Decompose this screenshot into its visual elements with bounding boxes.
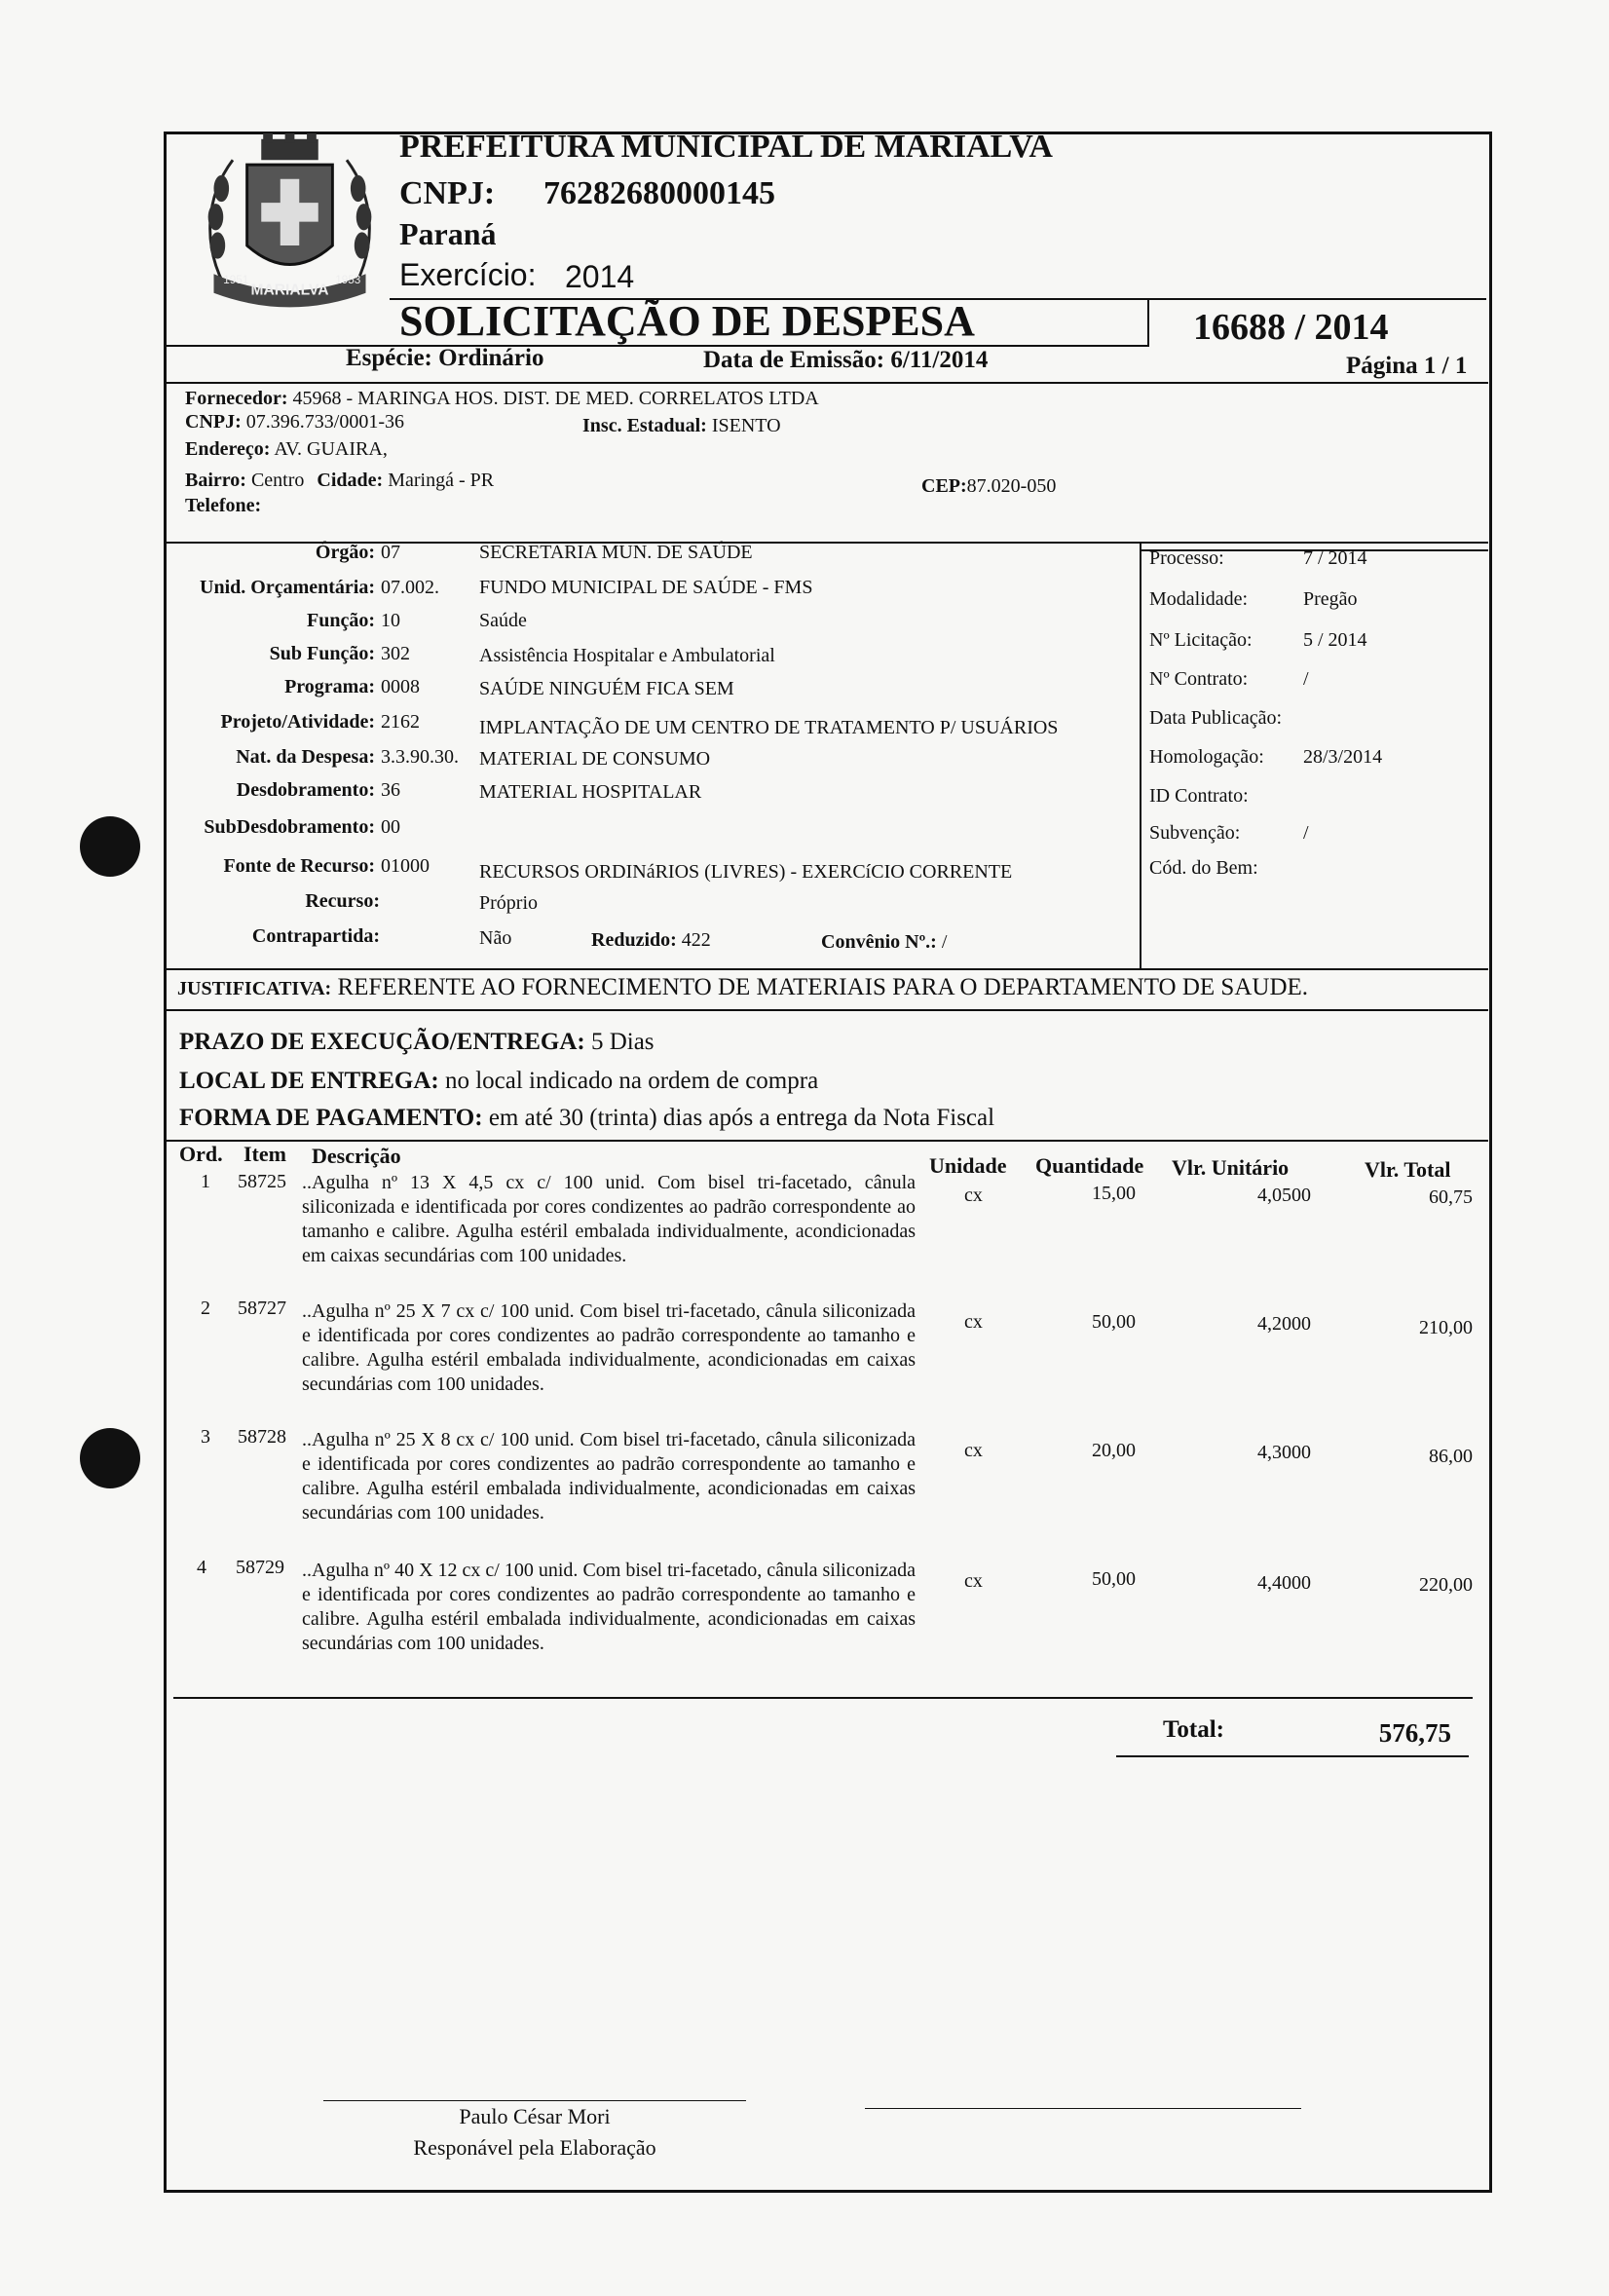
seal-year-right: 1953: [335, 274, 361, 286]
desdobramento-label: Desdobramento:: [236, 779, 375, 801]
col-total-header: Vlr. Total: [1365, 1157, 1451, 1182]
supplier-address: AV. GUAIRA,: [274, 438, 388, 460]
subfuncao-desc: Assistência Hospitalar e Ambulatorial: [479, 645, 775, 666]
header-cnpj: 76282680000145: [543, 175, 775, 211]
supplier-phone-label: Telefone:: [185, 495, 262, 516]
forma-label: FORMA DE PAGAMENTO:: [179, 1105, 483, 1131]
document-number: 16688 / 2014: [1193, 307, 1389, 348]
row-ord: 2: [201, 1298, 210, 1319]
row-qty: 50,00: [1092, 1568, 1136, 1590]
subfuncao-code: 302: [381, 643, 410, 664]
orgao-code: 07: [381, 542, 400, 563]
supplier-city: Maringá - PR: [388, 470, 495, 491]
reduzido-label: Reduzido:: [591, 929, 677, 951]
local-label: LOCAL DE ENTREGA:: [179, 1068, 439, 1094]
forma-value: em até 30 (trinta) dias após a entrega da Nota Fiscal: [488, 1105, 995, 1131]
forma-line: [179, 1105, 994, 1132]
row-total: 210,00: [1419, 1317, 1473, 1338]
justification-line: [177, 974, 1308, 1001]
row-unit: cx: [964, 1440, 983, 1461]
supplier-city-line: [185, 470, 494, 492]
row-item: 58725: [238, 1171, 286, 1192]
homologacao-value: 28/3/2014: [1303, 746, 1383, 768]
projeto-code: 2162: [381, 711, 420, 733]
col-unit-header: Unidade: [929, 1153, 1007, 1178]
supplier-label: Fornecedor:: [185, 388, 288, 409]
supplier-cep-line: [921, 475, 1056, 498]
modalidade-label: Modalidade:: [1149, 588, 1249, 610]
row-item: 58727: [238, 1298, 286, 1319]
prazo-label: PRAZO DE EXECUÇÃO/ENTREGA:: [179, 1029, 585, 1055]
municipality-name: PREFEITURA MUNICIPAL DE MARIALVA: [399, 129, 1053, 165]
desdobramento-code: 36: [381, 779, 400, 801]
funcao-code: 10: [381, 610, 400, 631]
signature-line: [323, 2100, 746, 2101]
issue-date: Data de Emissão: 6/11/2014: [703, 347, 989, 373]
state-name: Paraná: [399, 216, 497, 251]
justification-label: JUSTIFICATIVA:: [177, 978, 332, 999]
licitacao-label: Nº Licitação:: [1149, 629, 1253, 651]
species: Espécie: Ordinário: [346, 345, 544, 371]
row-description: ..Agulha nº 25 X 8 cx c/ 100 unid. Com bisel tri-facetado, cânula siliconizada e identificada por cores condizentes ao padrão correspondente ao tamanho e calibre. Agulha estéril embalada individualmente, acondicionadas em caixas secundárias com 100 unidades.: [302, 1429, 916, 1524]
row-ord: 1: [201, 1171, 210, 1192]
subfuncao-label: Sub Função:: [269, 643, 375, 664]
desdobramento-desc: MATERIAL HOSPITALAR: [479, 781, 702, 803]
unid-desc: FUNDO MUNICIPAL DE SAÚDE - FMS: [479, 577, 813, 598]
signer-role: Responável pela Elaboração: [413, 2135, 656, 2160]
signer-name: Paulo César Mori: [459, 2104, 611, 2128]
row-ord: 3: [201, 1426, 210, 1448]
col-ord-header: Ord.: [179, 1142, 223, 1166]
contrapartida-label: Contrapartida:: [251, 925, 380, 947]
supplier-cep-label: CEP:: [921, 475, 967, 497]
funcao-label: Função:: [307, 610, 375, 631]
convenio-label: Convênio Nº.:: [821, 931, 937, 953]
punch-hole: [80, 1428, 140, 1488]
unid-label: Unid. Orçamentária:: [200, 577, 375, 598]
supplier-ie-line: [582, 415, 781, 437]
recurso-label: Recurso:: [305, 890, 380, 912]
exercise-label: Exercício:: [399, 257, 537, 292]
prazo-value: 5 Dias: [590, 1029, 655, 1055]
seal-text: MARIALVA: [250, 282, 329, 299]
document-title: SOLICITAÇÃO DE DESPESA: [399, 297, 975, 345]
local-line: [179, 1068, 818, 1095]
contrato-value: /: [1303, 668, 1309, 690]
exercise-year: 2014: [565, 259, 635, 294]
row-unit: cx: [964, 1311, 983, 1333]
total-value: 576,75: [1378, 1718, 1451, 1748]
seal-year-left: 1951: [223, 274, 249, 286]
row-qty: 15,00: [1092, 1183, 1136, 1204]
idcontrato-label: ID Contrato:: [1149, 785, 1249, 807]
page-number: Página 1 / 1: [1346, 353, 1468, 379]
col-unitprice-header: Vlr. Unitário: [1172, 1155, 1290, 1180]
supplier-cnpj-line: [185, 411, 404, 433]
subvencao-label: Subvenção:: [1149, 822, 1241, 844]
row-ord: 4: [197, 1557, 206, 1578]
natdespesa-label: Nat. da Despesa:: [236, 746, 375, 768]
convenio-value: /: [941, 931, 948, 953]
fonte-label: Fonte de Recurso:: [223, 855, 375, 877]
codbem-label: Cód. do Bem:: [1149, 857, 1258, 879]
row-total: 60,75: [1429, 1186, 1473, 1208]
natdespesa-code: 3.3.90.30.: [381, 746, 459, 768]
header-cnpj-label: CNPJ:: [399, 175, 496, 211]
supplier-address-label: Endereço:: [185, 438, 271, 460]
col-qty-header: Quantidade: [1035, 1153, 1144, 1178]
row-total: 220,00: [1419, 1574, 1473, 1596]
projeto-label: Projeto/Atividade:: [220, 711, 375, 733]
local-value: no local indicado na ordem de compra: [444, 1068, 819, 1094]
municipal-seal-icon: [195, 132, 385, 321]
publicacao-label: Data Publicação:: [1149, 707, 1283, 729]
contrato-label: Nº Contrato:: [1149, 668, 1249, 690]
col-desc-header: Descrição: [312, 1144, 401, 1168]
recurso-desc: Próprio: [479, 892, 538, 914]
supplier-cnpj: 07.396.733/0001-36: [245, 411, 404, 433]
supplier-bairro: Centro: [250, 470, 305, 491]
supplier-ie-label: Insc. Estadual:: [582, 415, 707, 436]
row-unit-price: 4,4000: [1257, 1572, 1311, 1594]
orgao-desc: SECRETARIA MUN. DE SAÚDE: [479, 542, 753, 563]
processo-value: 7 / 2014: [1303, 547, 1367, 569]
subdesdobramento-label: SubDesdobramento:: [204, 816, 375, 838]
contrapartida-desc: Não: [479, 927, 512, 949]
fonte-desc: RECURSOS ORDINáRIOS (LIVRES) - EXERCíCIO CORRENTE: [479, 861, 1013, 883]
subvencao-value: /: [1303, 822, 1309, 844]
homologacao-label: Homologação:: [1149, 746, 1264, 768]
row-total: 86,00: [1429, 1446, 1473, 1467]
justification-text: REFERENTE AO FORNECIMENTO DE MATERIAIS PARA O DEPARTAMENTO DE SAUDE.: [337, 974, 1309, 1000]
processo-label: Processo:: [1149, 547, 1224, 569]
programa-label: Programa:: [284, 676, 375, 697]
funcao-desc: Saúde: [479, 610, 527, 631]
row-unit-price: 4,3000: [1257, 1442, 1311, 1463]
supplier-cnpj-label: CNPJ:: [185, 411, 242, 433]
supplier-line: [185, 388, 819, 410]
row-unit-price: 4,2000: [1257, 1313, 1311, 1335]
row-unit: cx: [964, 1185, 983, 1206]
projeto-desc: IMPLANTAÇÃO DE UM CENTRO DE TRATAMENTO P/ USUÁRIOS: [479, 717, 1059, 738]
col-item-header: Item: [243, 1142, 286, 1166]
reduzido-value: 422: [681, 929, 711, 951]
supplier-cep: 87.020-050: [966, 475, 1057, 497]
row-unit-price: 4,0500: [1257, 1185, 1311, 1206]
licitacao-value: 5 / 2014: [1303, 629, 1367, 651]
row-item: 58729: [236, 1557, 284, 1578]
orgao-label: Órgão:: [315, 542, 375, 563]
supplier-bairro-label: Bairro:: [185, 470, 246, 491]
supplier-city-label: Cidade:: [317, 470, 384, 491]
natdespesa-desc: MATERIAL DE CONSUMO: [479, 748, 711, 770]
reduzido-line: [591, 929, 711, 952]
row-item: 58728: [238, 1426, 286, 1448]
row-unit: cx: [964, 1570, 983, 1592]
punch-hole: [80, 816, 140, 877]
supplier-address-line: [185, 438, 388, 461]
unid-code: 07.002.: [381, 577, 439, 598]
row-description: ..Agulha nº 13 X 4,5 cx c/ 100 unid. Com bisel tri-facetado, cânula siliconizada e identificada por cores condizentes ao padrão correspondente ao tamanho e calibre. Agulha estéril embalada individualmente, acondicionadas em caixas secundárias com 100 unidades.: [302, 1172, 916, 1266]
fonte-code: 01000: [381, 855, 430, 877]
total-label: Total:: [1163, 1716, 1224, 1743]
row-description: ..Agulha nº 25 X 7 cx c/ 100 unid. Com bisel tri-facetado, cânula siliconizada e identificada por cores condizentes ao padrão correspondente ao tamanho e calibre. Agulha estéril embalada individualmente, acondicionadas em caixas secundárias com 100 unidades.: [302, 1300, 916, 1395]
programa-code: 0008: [381, 676, 420, 697]
convenio-line: [821, 931, 947, 954]
row-qty: 50,00: [1092, 1311, 1136, 1333]
row-qty: 20,00: [1092, 1440, 1136, 1461]
subdesdobramento-code: 00: [381, 816, 400, 838]
signature-line: [865, 2108, 1301, 2109]
row-description: ..Agulha nº 40 X 12 cx c/ 100 unid. Com bisel tri-facetado, cânula siliconizada e identificada por cores condizentes ao padrão correspondente ao tamanho e calibre. Agulha estéril embalada individualmente, acondicionadas em caixas secundárias com 100 unidades.: [302, 1560, 916, 1654]
prazo-line: [179, 1029, 655, 1056]
supplier-ie: ISENTO: [711, 415, 781, 436]
supplier-name: 45968 - MARINGA HOS. DIST. DE MED. CORRELATOS LTDA: [292, 388, 819, 409]
modalidade-value: Pregão: [1303, 588, 1358, 610]
programa-desc: SAÚDE NINGUÉM FICA SEM: [479, 678, 734, 699]
